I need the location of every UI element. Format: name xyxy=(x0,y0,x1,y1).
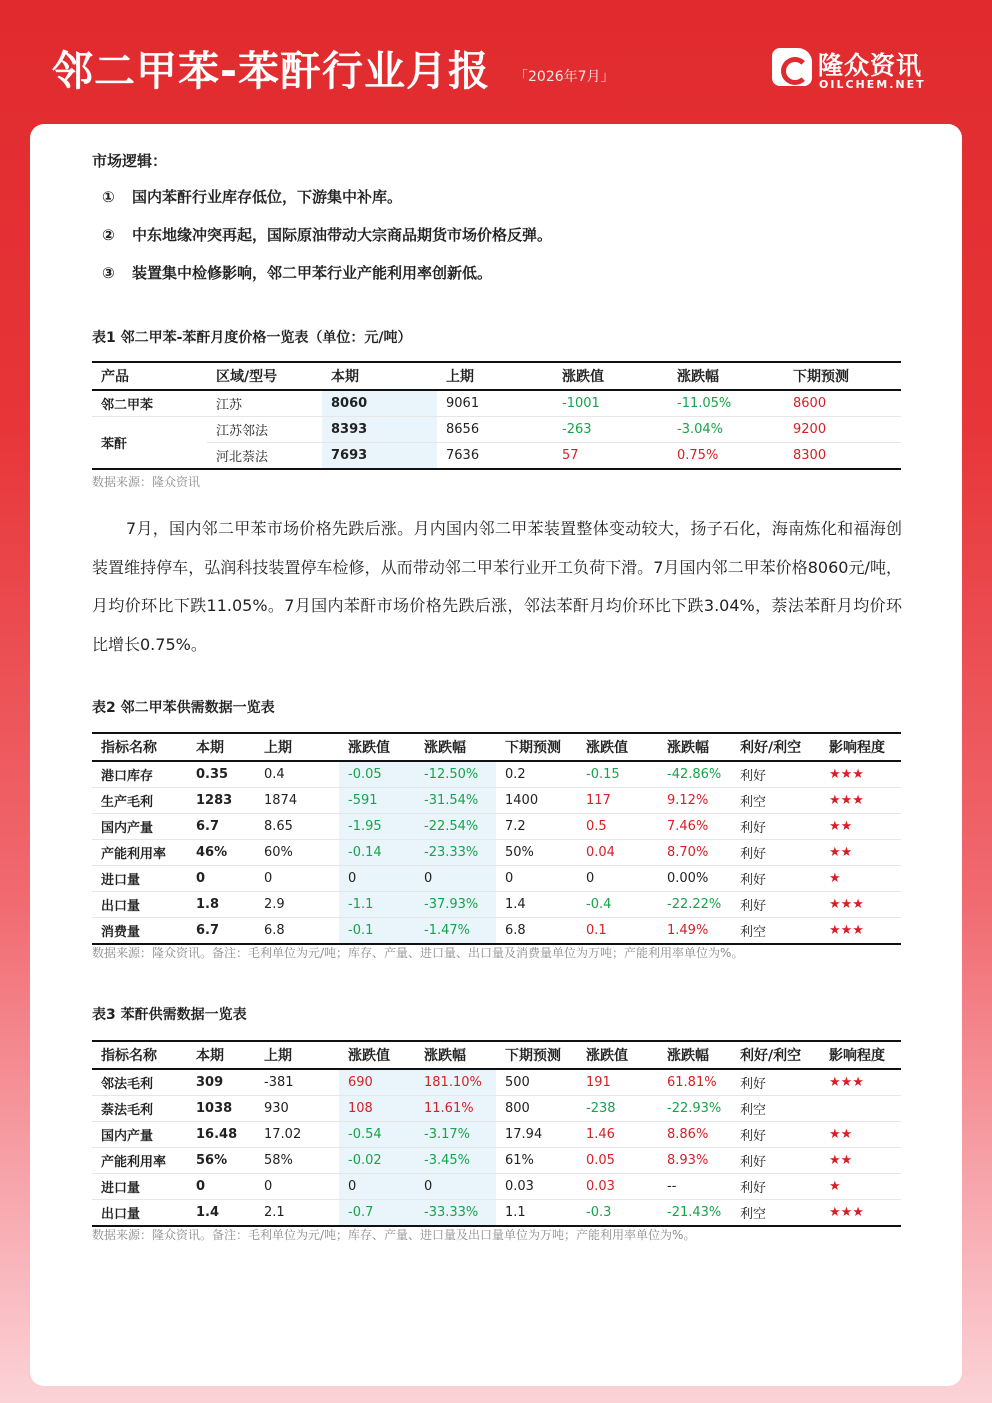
cell: 0 xyxy=(187,866,255,892)
col-header: 涨跌幅 xyxy=(658,1041,731,1069)
cell: 利好 xyxy=(731,840,820,866)
pa-supply-demand-table xyxy=(92,1040,901,1227)
col-header: 涨跌幅 xyxy=(668,362,784,390)
col-header: 上期 xyxy=(255,733,339,761)
cell: 1.4 xyxy=(496,892,577,918)
cell: 0.2 xyxy=(496,761,577,788)
cell: 9.12% xyxy=(658,788,731,814)
logic-text: 装置集中检修影响，邻二甲苯行业产能利用率创新低。 xyxy=(132,264,493,282)
cell: 61% xyxy=(496,1148,577,1174)
table3-title: 表3 苯酐供需数据一览表 xyxy=(92,1007,247,1023)
cell: 1.46 xyxy=(577,1122,658,1148)
cell: -11.05% xyxy=(668,390,784,417)
cell: -0.7 xyxy=(339,1200,415,1227)
cell: 117 xyxy=(577,788,658,814)
logo-mark-icon xyxy=(772,48,812,86)
cell: 1.49% xyxy=(658,918,731,945)
cell: 6.8 xyxy=(496,918,577,945)
cell: 6.8 xyxy=(255,918,339,945)
col-header: 本期 xyxy=(187,733,255,761)
table-row xyxy=(92,1096,901,1122)
report-header xyxy=(0,0,992,125)
cell: 利空 xyxy=(731,788,820,814)
cell: 0.1 xyxy=(577,918,658,945)
col-header: 上期 xyxy=(437,362,553,390)
logic-number: ② xyxy=(102,226,115,244)
cell: 6.7 xyxy=(187,814,255,840)
indicator-cell: 进口量 xyxy=(92,1174,187,1200)
indicator-cell: 萘法毛利 xyxy=(92,1096,187,1122)
cell: 利好 xyxy=(731,814,820,840)
cell: 1.4 xyxy=(187,1200,255,1227)
table-row xyxy=(92,761,901,788)
indicator-cell: 出口量 xyxy=(92,1200,187,1227)
cell: -42.86% xyxy=(658,761,731,788)
cell: 11.61% xyxy=(415,1096,496,1122)
cell: 1.1 xyxy=(496,1200,577,1227)
logic-number: ① xyxy=(102,188,115,206)
cell: -1.95 xyxy=(339,814,415,840)
cell: 利空 xyxy=(731,1200,820,1227)
report-title: 邻二甲苯-苯酐行业月报 xyxy=(52,47,491,95)
indicator-cell: 产能利用率 xyxy=(92,1148,187,1174)
cell: 800 xyxy=(496,1096,577,1122)
cell: 500 xyxy=(496,1069,577,1096)
col-header: 涨跌幅 xyxy=(415,733,496,761)
cell: 利好 xyxy=(731,1148,820,1174)
indicator-cell: 出口量 xyxy=(92,892,187,918)
cell: 江苏邻法 xyxy=(207,417,322,443)
cell: -263 xyxy=(553,417,668,443)
cell: -3.04% xyxy=(668,417,784,443)
cell: -0.02 xyxy=(339,1148,415,1174)
impact-stars: ★★ xyxy=(820,840,901,866)
report-date: 「2026年7月」 xyxy=(514,69,615,85)
cell: 利好 xyxy=(731,1122,820,1148)
indicator-cell: 邻法毛利 xyxy=(92,1069,187,1096)
col-header: 涨跌值 xyxy=(339,1041,415,1069)
cell: 0.35 xyxy=(187,761,255,788)
cell: -381 xyxy=(255,1069,339,1096)
logo-en-text: OILCHEM.NET xyxy=(819,78,926,91)
cell: 2.1 xyxy=(255,1200,339,1227)
cell: 108 xyxy=(339,1096,415,1122)
impact-stars: ★★ xyxy=(820,814,901,840)
cell: 0.05 xyxy=(577,1148,658,1174)
cell: 1038 xyxy=(187,1096,255,1122)
col-header: 涨跌值 xyxy=(339,733,415,761)
cell: -0.4 xyxy=(577,892,658,918)
impact-stars: ★★ xyxy=(820,1122,901,1148)
col-header: 指标名称 xyxy=(92,733,187,761)
table-row xyxy=(92,866,901,892)
logic-number: ③ xyxy=(102,264,115,282)
cell: -0.15 xyxy=(577,761,658,788)
summary-paragraph: 7月，国内邻二甲苯市场价格先跌后涨。月内国内邻二甲苯装置整体变动较大，扬子石化，海南炼化和福海创装置维持停车，弘润科技装置停车检修，从而带动邻二甲苯行业开工负荷下滑。7月国内邻二甲苯价格8060元/吨，月均价环比下跌11.05%。7月国内苯酐市场价格先跌后涨，邻法苯酐月均价环比下跌3.04%，萘法苯酐月均价环比增长0.75%。 xyxy=(92,519,902,654)
cell: -22.54% xyxy=(415,814,496,840)
cell: 930 xyxy=(255,1096,339,1122)
col-header: 下期预测 xyxy=(784,362,901,390)
cell: -31.54% xyxy=(415,788,496,814)
impact-stars: ★★★ xyxy=(820,1200,901,1227)
cell: 50% xyxy=(496,840,577,866)
logic-item xyxy=(102,262,492,283)
logic-text: 国内苯酐行业库存低位，下游集中补库。 xyxy=(132,188,403,206)
cell: 8600 xyxy=(784,390,901,417)
col-header: 涨跌值 xyxy=(577,733,658,761)
impact-stars: ★★★ xyxy=(820,1069,901,1096)
cell: 60% xyxy=(255,840,339,866)
logic-item xyxy=(102,224,552,245)
cell: -0.14 xyxy=(339,840,415,866)
cell: -0.1 xyxy=(339,918,415,945)
cell: 8300 xyxy=(784,443,901,470)
col-header: 区域/型号 xyxy=(207,362,322,390)
cell: 191 xyxy=(577,1069,658,1096)
table3-source: 数据来源：隆众资讯。备注：毛利单位为元/吨；库存、产量、进口量及出口量单位为万吨；产能利用率单位为%。 xyxy=(92,1228,696,1242)
cell: -22.22% xyxy=(658,892,731,918)
cell: 309 xyxy=(187,1069,255,1096)
cell: 0.75% xyxy=(668,443,784,470)
cell: 利空 xyxy=(731,918,820,945)
cell: -21.43% xyxy=(658,1200,731,1227)
col-header: 指标名称 xyxy=(92,1041,187,1069)
cell: -238 xyxy=(577,1096,658,1122)
cell: 0 xyxy=(415,866,496,892)
cell: 0.5 xyxy=(577,814,658,840)
cell: 0 xyxy=(255,866,339,892)
table-row xyxy=(92,1148,901,1174)
cell: 0 xyxy=(187,1174,255,1200)
table-row xyxy=(92,1122,901,1148)
cell: 0 xyxy=(415,1174,496,1200)
indicator-cell: 消费量 xyxy=(92,918,187,945)
indicator-cell: 进口量 xyxy=(92,866,187,892)
cell: 利好 xyxy=(731,866,820,892)
impact-stars: ★ xyxy=(820,1174,901,1200)
table-row xyxy=(92,918,901,945)
cell: 17.02 xyxy=(255,1122,339,1148)
table-row xyxy=(92,788,901,814)
cell: -1001 xyxy=(553,390,668,417)
cell: 7636 xyxy=(437,443,553,470)
impact-stars: ★★★ xyxy=(820,918,901,945)
cell: 46% xyxy=(187,840,255,866)
cell: 0.00% xyxy=(658,866,731,892)
cell: 1283 xyxy=(187,788,255,814)
cell: 181.10% xyxy=(415,1069,496,1096)
cell: 56% xyxy=(187,1148,255,1174)
price-table xyxy=(92,361,901,470)
cell: 利好 xyxy=(731,1069,820,1096)
indicator-cell: 生产毛利 xyxy=(92,788,187,814)
table-header-row xyxy=(92,1041,901,1069)
cell: -0.05 xyxy=(339,761,415,788)
cell: -0.54 xyxy=(339,1122,415,1148)
cell: -23.33% xyxy=(415,840,496,866)
cell: 9061 xyxy=(437,390,553,417)
impact-stars: ★★★ xyxy=(820,788,901,814)
cell: 0 xyxy=(339,866,415,892)
cell: 0 xyxy=(577,866,658,892)
table-row xyxy=(92,1069,901,1096)
cell: -- xyxy=(658,1174,731,1200)
cell: 7693 xyxy=(322,443,437,470)
cell: 8.65 xyxy=(255,814,339,840)
impact-stars: ★ xyxy=(820,866,901,892)
cell: 利空 xyxy=(731,1096,820,1122)
table-row xyxy=(92,417,901,443)
ox-supply-demand-table xyxy=(92,732,901,945)
table-row xyxy=(92,814,901,840)
cell: 57 xyxy=(553,443,668,470)
cell: 利好 xyxy=(731,1174,820,1200)
table-header-row xyxy=(92,733,901,761)
table-row xyxy=(92,892,901,918)
col-header: 本期 xyxy=(187,1041,255,1069)
cell: 1400 xyxy=(496,788,577,814)
impact-stars xyxy=(820,1096,901,1122)
table2-title: 表2 邻二甲苯供需数据一览表 xyxy=(92,700,275,716)
product-cell: 邻二甲苯 xyxy=(92,390,207,417)
cell: 9200 xyxy=(784,417,901,443)
cell: 58% xyxy=(255,1148,339,1174)
col-header: 影响程度 xyxy=(820,733,901,761)
cell: 1874 xyxy=(255,788,339,814)
cell: 8.86% xyxy=(658,1122,731,1148)
cell: 0 xyxy=(496,866,577,892)
cell: 8393 xyxy=(322,417,437,443)
cell: 6.7 xyxy=(187,918,255,945)
impact-stars: ★★★ xyxy=(820,761,901,788)
cell: 7.46% xyxy=(658,814,731,840)
col-header: 涨跌幅 xyxy=(658,733,731,761)
cell: 16.48 xyxy=(187,1122,255,1148)
cell: -1.1 xyxy=(339,892,415,918)
logic-item xyxy=(102,186,402,207)
cell: 0.03 xyxy=(496,1174,577,1200)
col-header: 涨跌幅 xyxy=(415,1041,496,1069)
indicator-cell: 产能利用率 xyxy=(92,840,187,866)
col-header: 涨跌值 xyxy=(553,362,668,390)
cell: 利好 xyxy=(731,892,820,918)
cell: 0.03 xyxy=(577,1174,658,1200)
cell: 江苏 xyxy=(207,390,322,417)
oilchem-logo xyxy=(772,46,942,90)
cell: -33.33% xyxy=(415,1200,496,1227)
impact-stars: ★★★ xyxy=(820,892,901,918)
cell: -3.45% xyxy=(415,1148,496,1174)
col-header: 下期预测 xyxy=(496,1041,577,1069)
cell: -0.3 xyxy=(577,1200,658,1227)
col-header: 利好/利空 xyxy=(731,1041,820,1069)
cell: 7.2 xyxy=(496,814,577,840)
indicator-cell: 国内产量 xyxy=(92,814,187,840)
indicator-cell: 国内产量 xyxy=(92,1122,187,1148)
indicator-cell: 港口库存 xyxy=(92,761,187,788)
cell: 河北萘法 xyxy=(207,443,322,470)
cell: -1.47% xyxy=(415,918,496,945)
product-cell: 苯酐 xyxy=(92,417,207,470)
col-header: 下期预测 xyxy=(496,733,577,761)
cell: -37.93% xyxy=(415,892,496,918)
cell: 0 xyxy=(339,1174,415,1200)
report-card xyxy=(30,124,962,1386)
cell: -22.93% xyxy=(658,1096,731,1122)
cell: 利好 xyxy=(731,761,820,788)
col-header: 利好/利空 xyxy=(731,733,820,761)
cell: 0.4 xyxy=(255,761,339,788)
table-row xyxy=(92,390,901,417)
table-row xyxy=(92,1174,901,1200)
cell: 2.9 xyxy=(255,892,339,918)
table-row xyxy=(92,1200,901,1227)
col-header: 影响程度 xyxy=(820,1041,901,1069)
cell: 61.81% xyxy=(658,1069,731,1096)
cell: 8.70% xyxy=(658,840,731,866)
impact-stars: ★★ xyxy=(820,1148,901,1174)
cell: -12.50% xyxy=(415,761,496,788)
table2-source: 数据来源：隆众资讯。备注：毛利单位为元/吨；库存、产量、进口量、出口量及消费量单位为万吨；产能利用率单位为%。 xyxy=(92,946,744,960)
cell: 8060 xyxy=(322,390,437,417)
table-header-row xyxy=(92,362,901,390)
cell: -3.17% xyxy=(415,1122,496,1148)
cell: 17.94 xyxy=(496,1122,577,1148)
table-row xyxy=(92,443,901,470)
market-logic-heading: 市场逻辑： xyxy=(92,152,168,170)
table1-title: 表1 邻二甲苯-苯酐月度价格一览表（单位：元/吨） xyxy=(92,330,412,346)
col-header: 本期 xyxy=(322,362,437,390)
cell: 1.8 xyxy=(187,892,255,918)
col-header: 上期 xyxy=(255,1041,339,1069)
table-row xyxy=(92,840,901,866)
cell: 690 xyxy=(339,1069,415,1096)
table1-source: 数据来源：隆众资讯 xyxy=(92,475,201,489)
cell: 8656 xyxy=(437,417,553,443)
cell: 0.04 xyxy=(577,840,658,866)
col-header: 涨跌值 xyxy=(577,1041,658,1069)
cell: 8.93% xyxy=(658,1148,731,1174)
logic-text: 中东地缘冲突再起，国际原油带动大宗商品期货市场价格反弹。 xyxy=(132,226,553,244)
col-header: 产品 xyxy=(92,362,207,390)
cell: 0 xyxy=(255,1174,339,1200)
logo-cn-text: 隆众资讯 xyxy=(818,51,923,80)
cell: -591 xyxy=(339,788,415,814)
